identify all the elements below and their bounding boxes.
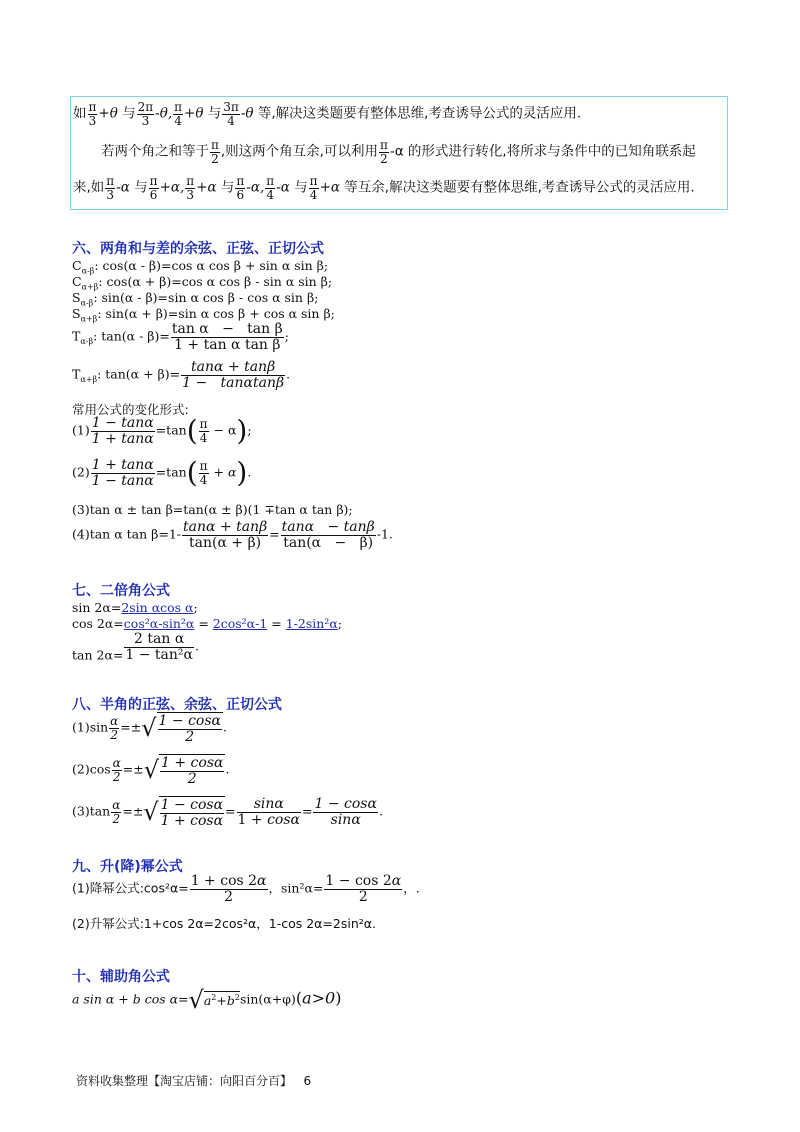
intro-line-2: 若两个角之和等于 $\frac{\pi}{2}$ ,则这两个角互余,可以利用 $\frac{\pi}{2}$ -α 的形式进行转化,将所求与条件中的已知角联系起 xyxy=(101,138,696,166)
section-9-heading: 九、升(降)幂公式 xyxy=(72,859,183,875)
page-number: 6 xyxy=(303,1074,312,1088)
cos2a-blank-3: 1-2sin²α xyxy=(285,616,338,631)
footer xyxy=(76,1072,311,1089)
sin2a-blank: 2sin αcos α xyxy=(121,600,194,615)
section-10-heading: 十、辅助角公式 xyxy=(72,969,170,985)
half-angle-cos: (2)cos $\frac{\alpha}{2}$ =±√ $\frac{1 + \cos\alpha}{2}$ . xyxy=(72,755,230,787)
formula-t-minus: $T_{\alpha-\beta}$: tan(α - β)= $\frac{\text{tan α − tan β}}{\text{1 + tan α tan β}}$ ; xyxy=(72,321,289,353)
formula-c-minus: $C_{\alpha-\beta}$: cos(α - β)=cos α cos β + sin α sin β; xyxy=(72,258,329,276)
section-7-heading: 七、二倍角公式 xyxy=(72,583,170,599)
power-raise: (2)升幂公式:1+cos 2α=2cos²α，1-cos 2α=2sin²α. xyxy=(72,916,376,931)
half-angle-tan: (3)tan $\frac{\alpha}{2}$ =±√ $\frac{1 - \cos\alpha}{1 + \cos\alpha}$ = $\frac{\sin\alpha}{1 + \cos\alpha}$ = $\frac{1 - \cos\alpha}{\sin\alpha}$ . xyxy=(72,796,383,829)
intro-line-3-tail: 等互余,解决这类题要有整体思维,考查诱导公式的灵活应用. xyxy=(344,179,695,196)
formula-tan2a: tan 2α= $\frac{\text{2 tan α}}{\text{1 − tan²α}}$ . xyxy=(72,631,199,663)
section-6-heading: 六、两角和与差的余弦、正弦、正切公式 xyxy=(72,241,324,257)
formula-c-plus: $C_{\alpha+\beta}$: cos(α + β)=cos α cos β - sin α sin β; xyxy=(72,274,333,292)
section-8-heading: 八、半角的正弦、余弦、正切公式 xyxy=(72,697,282,713)
formula-s-minus: $S_{\alpha-\beta}$: sin(α - β)=sin α cos β - cos α sin β; xyxy=(72,290,319,308)
intro-line-2-text: 若两个角之和等于 xyxy=(101,143,209,160)
cos2a-blank-1: cos²α-sin²α xyxy=(123,616,195,631)
intro-line-3: 来,如 $\frac{\pi}{3}$ -α 与 $\frac{\pi}{6}$ +α, $\frac{\pi}{3}$ +α 与 $\frac{\pi}{6}$ -α, $\frac{\pi}{4}$ -α 与 $\frac{\pi}{4}$ +α 等互余,解决这类题要有整体思维,考查诱导公式的灵活应用. xyxy=(73,174,695,202)
intro-line-2-mid: ,则这两个角互余,可以利用 xyxy=(220,143,378,160)
variants-title: 常用公式的变化形式: xyxy=(72,402,189,417)
footer-text: 资料收集整理【淘宝店铺：向阳百分百】 xyxy=(76,1074,293,1088)
cos2a-blank-2: 2cos²α-1 xyxy=(212,616,268,631)
half-angle-sin: (1)sin $\frac{\alpha}{2}$ =±√ $\frac{1 - \cos\alpha}{2}$ . xyxy=(72,713,227,745)
intro-line-2-tail: -α 的形式进行转化,将所求与条件中的已知角联系起 xyxy=(389,143,696,160)
intro-line-1-lead: 如 xyxy=(73,105,87,122)
formula-t-plus: $T_{\alpha+\beta}$: tan(α + β)= $\frac{\tan\alpha + \tan\beta}{1 - \tan\alpha\tan\beta}$ . xyxy=(72,359,291,391)
power-reduce: (1)降幂公式:cos²α= $\frac{1 + \cos 2\alpha}{2}$ ，sin²α= $\frac{1 - \cos 2\alpha}{2}$ ，. xyxy=(72,873,420,905)
variant-2: (2) $\frac{1 + \tan\alpha}{1 - \tan\alpha}$ =tan( $\frac{\pi}{4}$ + α). xyxy=(72,456,252,490)
variant-4: (4)tan α tan β=1- $\frac{\tan\alpha + \tan\beta}{\tan(\alpha + \beta)}$ = $\frac{\tan\alpha - \tan\beta}{\tan(\alpha - \beta)}$ -1. xyxy=(72,519,393,551)
variant-1: (1) $\frac{1 - \tan\alpha}{1 + \tan\alpha}$ =tan( $\frac{\pi}{4}$ − α); xyxy=(72,414,252,448)
auxiliary-angle-formula: a sin α + b $\cos \alpha=√a^2+b^2\sin(\alpha+\varphi)(a>0)$ xyxy=(72,986,342,1014)
intro-box xyxy=(70,96,728,210)
formula-sin2a: sin 2α=2sin αcos α; xyxy=(72,600,198,615)
formula-cos2a: cos 2α=cos²α-sin²α = 2cos²α-1 = 1-2sin²α; xyxy=(72,616,342,631)
intro-line-1-tail: 等,解决这类题要有整体思维,考查诱导公式的灵活应用. xyxy=(257,105,582,122)
intro-line-3-lead: 来,如 xyxy=(73,179,105,196)
formula-s-plus: $S_{\alpha+\beta}$: sin(α + β)=sin α cos β + cos α sin β; xyxy=(72,306,335,324)
intro-line-1: 如 $\frac{\pi}{3}$ +θ 与 $\frac{2\pi}{3}$ -θ, $\frac{\pi}{4}$ +θ 与 $\frac{3\pi}{4}$ -θ 等,解决这类题要有整体思维,考查诱导公式的灵活应用. xyxy=(73,100,582,128)
variant-3: (3)tan α ± tan β=tan(α ± β)(1 ∓tan α tan β); xyxy=(72,502,353,517)
